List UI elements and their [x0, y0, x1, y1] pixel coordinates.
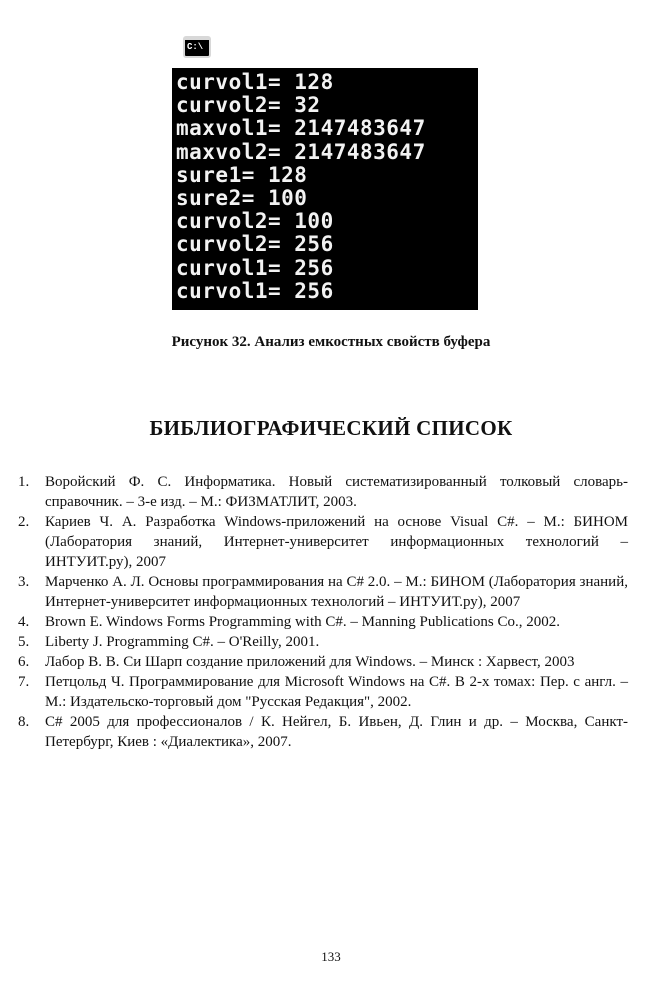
console-output	[172, 68, 478, 310]
item-number: 4.	[18, 614, 30, 630]
bibliography-item	[18, 712, 628, 752]
page-number: 133	[321, 949, 341, 964]
bibliography-item	[18, 632, 628, 652]
figure-caption: Рисунок 32. Анализ емкостных свойств буфера	[171, 334, 491, 350]
console-line: curvol1= 256	[176, 255, 334, 280]
item-text: Liberty J. Programming C#. – O'Reilly, 2001.	[45, 634, 320, 650]
bibliography-item	[18, 652, 628, 672]
item-text: Марченко А. Л. Основы программирования на C# 2.0. – М.: БИНОМ (Лаборатория знаний, Интернет-университет информационных технологий – ИНТУИТ.ру), 2007	[45, 574, 628, 610]
command-prompt-icon: C:\	[183, 36, 211, 58]
console-line: curvol2= 256	[176, 232, 334, 257]
console-line: curvol1= 256	[176, 278, 334, 303]
item-text: Воройский Ф. С. Информатика. Новый систематизированный толковый словарь-справочник. – 3-е изд. – М.: ФИЗМАТЛИТ, 2003.	[45, 474, 628, 510]
item-number: 8.	[18, 714, 30, 730]
item-number: 2.	[18, 514, 30, 530]
console-line: sure1= 128	[176, 162, 308, 187]
bibliography-list	[18, 472, 628, 752]
console-line: curvol2= 100	[176, 209, 334, 234]
item-text: Петцольд Ч. Программирование для Microsoft Windows на C#. В 2-х томах: Пер. с англ. – М.: Издательско-торговый дом "Русская Редакция", 2002.	[45, 674, 628, 710]
item-text: Лабор В. В. Си Шарп создание приложений для Windows. – Минск : Харвест, 2003	[45, 654, 575, 670]
item-text: C# 2005 для профессионалов / К. Нейгел, Б. Ивьен, Д. Глин и др. – Москва, Санкт-Петербург, Киев : «Диалектика», 2007.	[45, 714, 628, 750]
item-number: 1.	[18, 474, 30, 490]
item-number: 5.	[18, 634, 30, 650]
bibliography-title: БИБЛИОГРАФИЧЕСКИЙ СПИСОК	[149, 416, 513, 440]
item-text: Кариев Ч. А. Разработка Windows-приложений на основе Visual C#. – М.: БИНОМ (Лаборатория знаний, Интернет-университет информационных технологий – ИНТУИТ.ру), 2007	[45, 514, 628, 570]
item-text: Brown E. Windows Forms Programming with C#. – Manning Publications Co., 2002.	[45, 614, 560, 630]
console-line: maxvol2= 2147483647	[176, 139, 426, 164]
bibliography-item	[18, 612, 628, 632]
console-line: curvol2= 32	[176, 93, 321, 118]
bibliography-item	[18, 572, 628, 612]
item-number: 7.	[18, 674, 30, 690]
bibliography-item	[18, 672, 628, 712]
bibliography-item	[18, 472, 628, 512]
item-number: 3.	[18, 574, 30, 590]
console-line: curvol1= 128	[176, 70, 334, 94]
bibliography-item	[18, 512, 628, 572]
console-line: sure2= 100	[176, 186, 308, 211]
item-number: 6.	[18, 654, 30, 670]
console-line: maxvol1= 2147483647	[176, 116, 426, 141]
